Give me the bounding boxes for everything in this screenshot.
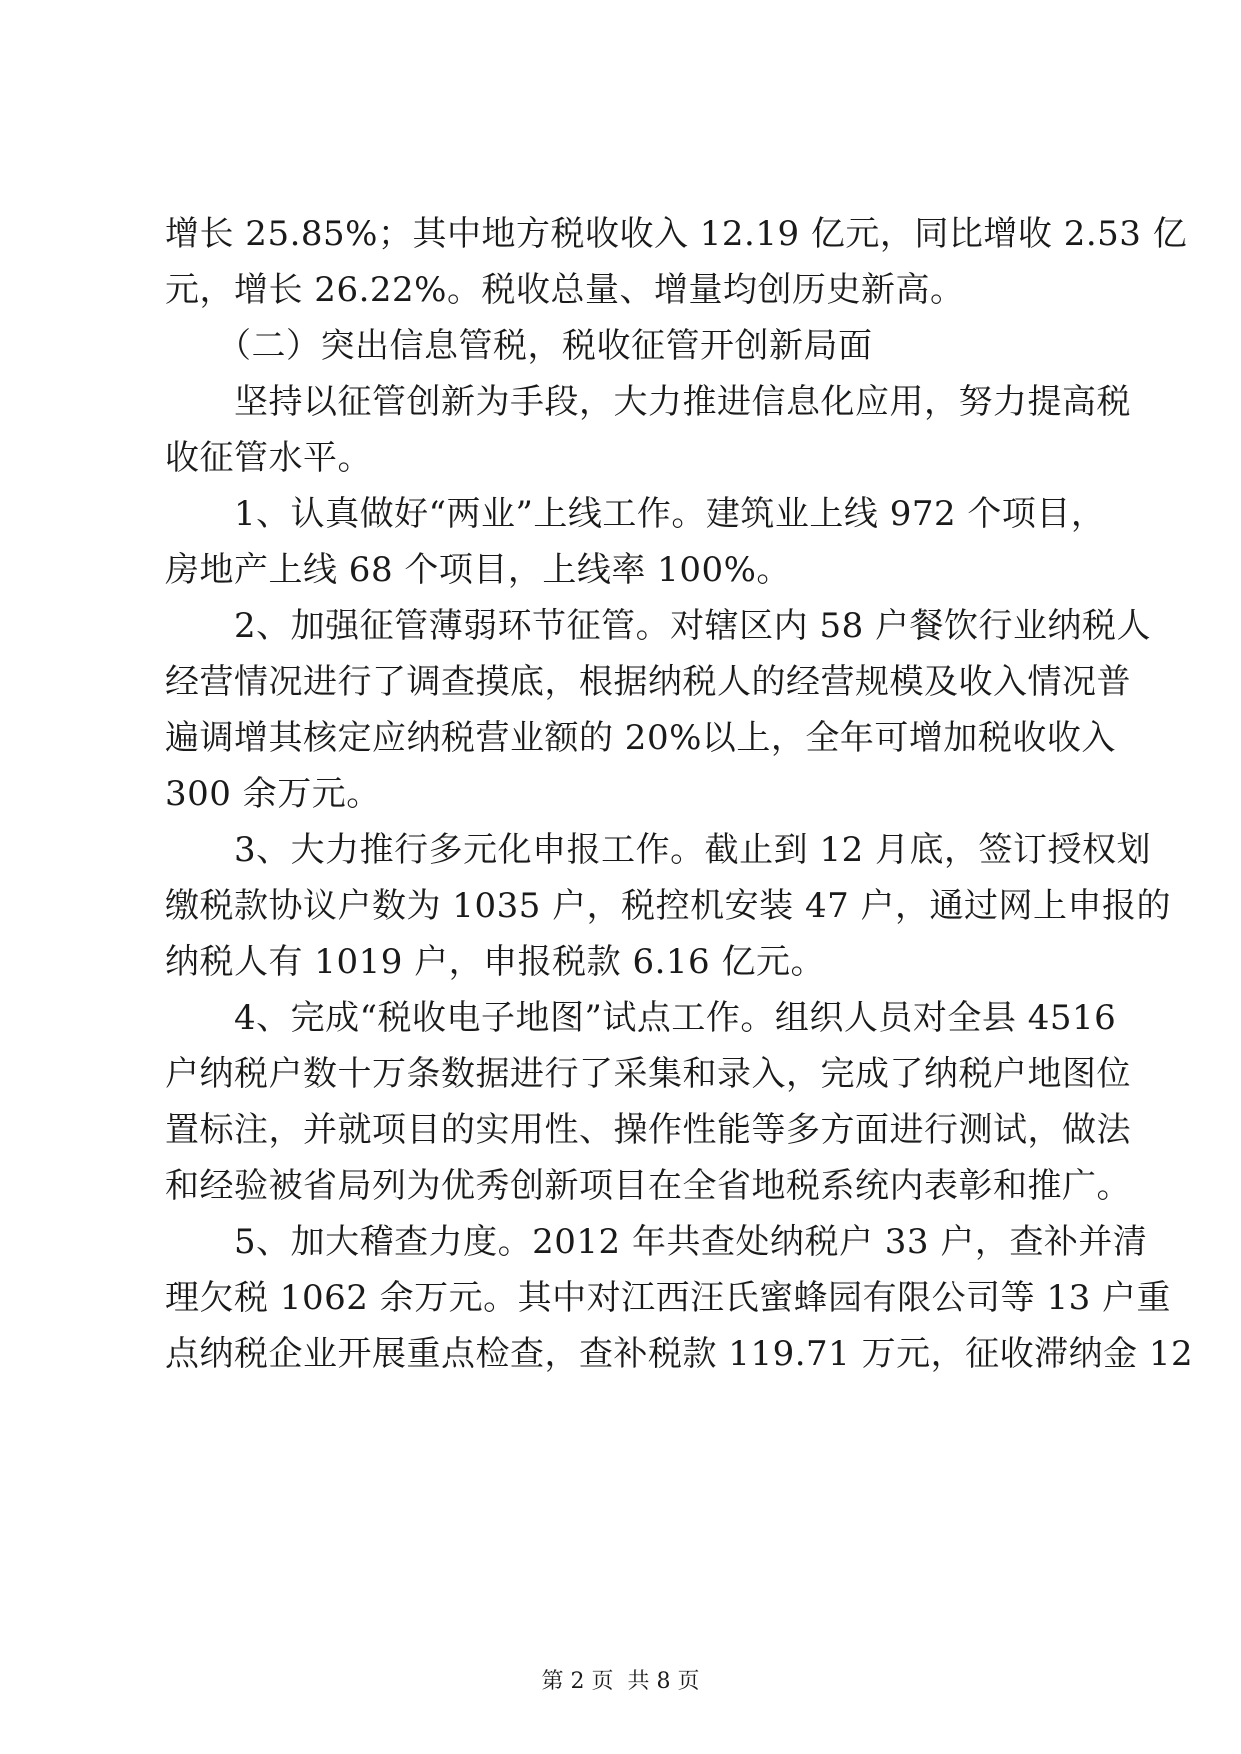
text-line: 理欠税 1062 余万元。其中对江西汪氏蜜蜂园有限公司等 13 户重 — [165, 1278, 1172, 1318]
text-line: 4、完成“税收电子地图”试点工作。组织人员对全县 4516 — [165, 998, 1117, 1038]
text-line: 纳税人有 1019 户，申报税款 6.16 亿元。 — [165, 942, 825, 982]
text-line: 2、加强征管薄弱环节征管。对辖区内 58 户餐饮行业纳税人 — [165, 606, 1152, 646]
text-line: 元，增长 26.22%。税收总量、增量均创历史新高。 — [165, 270, 965, 310]
text-line: 缴税款协议户数为 1035 户，税控机安装 47 户，通过网上申报的 — [165, 886, 1172, 926]
text-line: 1、认真做好“两业”上线工作。建筑业上线 972 个项目， — [165, 494, 1106, 534]
text-line: 和经验被省局列为优秀创新项目在全省地税系统内表彰和推广。 — [165, 1166, 1131, 1206]
text-line: 收征管水平。 — [165, 438, 372, 478]
text-line: 置标注，并就项目的实用性、操作性能等多方面进行测试，做法 — [165, 1110, 1131, 1150]
text-line: 遍调增其核定应纳税营业额的 20%以上，全年可增加税收收入 — [165, 718, 1116, 758]
text-line: 经营情况进行了调查摸底，根据纳税人的经营规模及收入情况普 — [165, 662, 1131, 702]
text-line: 坚持以征管创新为手段，大力推进信息化应用，努力提高税 — [165, 382, 1131, 422]
text-line: 户纳税户数十万条数据进行了采集和录入，完成了纳税户地图位 — [165, 1054, 1131, 1094]
text-line: 增长 25.85%；其中地方税收收入 12.19 亿元，同比增收 2.53 亿 — [165, 214, 1188, 254]
text-line: 房地产上线 68 个项目，上线率 100%。 — [165, 550, 791, 590]
text-line: 3、大力推行多元化申报工作。截止到 12 月底，签订授权划 — [165, 830, 1152, 870]
section-heading: （二）突出信息管税，税收征管开创新局面 — [165, 326, 873, 366]
text-line: 300 余万元。 — [165, 774, 381, 814]
text-line: 5、加大稽查力度。2012 年共查处纳税户 33 户，查补并清 — [165, 1222, 1148, 1262]
page-footer: 第 2 页 共 8 页 — [541, 1669, 700, 1694]
text-line: 点纳税企业开展重点检查，查补税款 119.71 万元，征收滞纳金 12 — [165, 1334, 1194, 1374]
